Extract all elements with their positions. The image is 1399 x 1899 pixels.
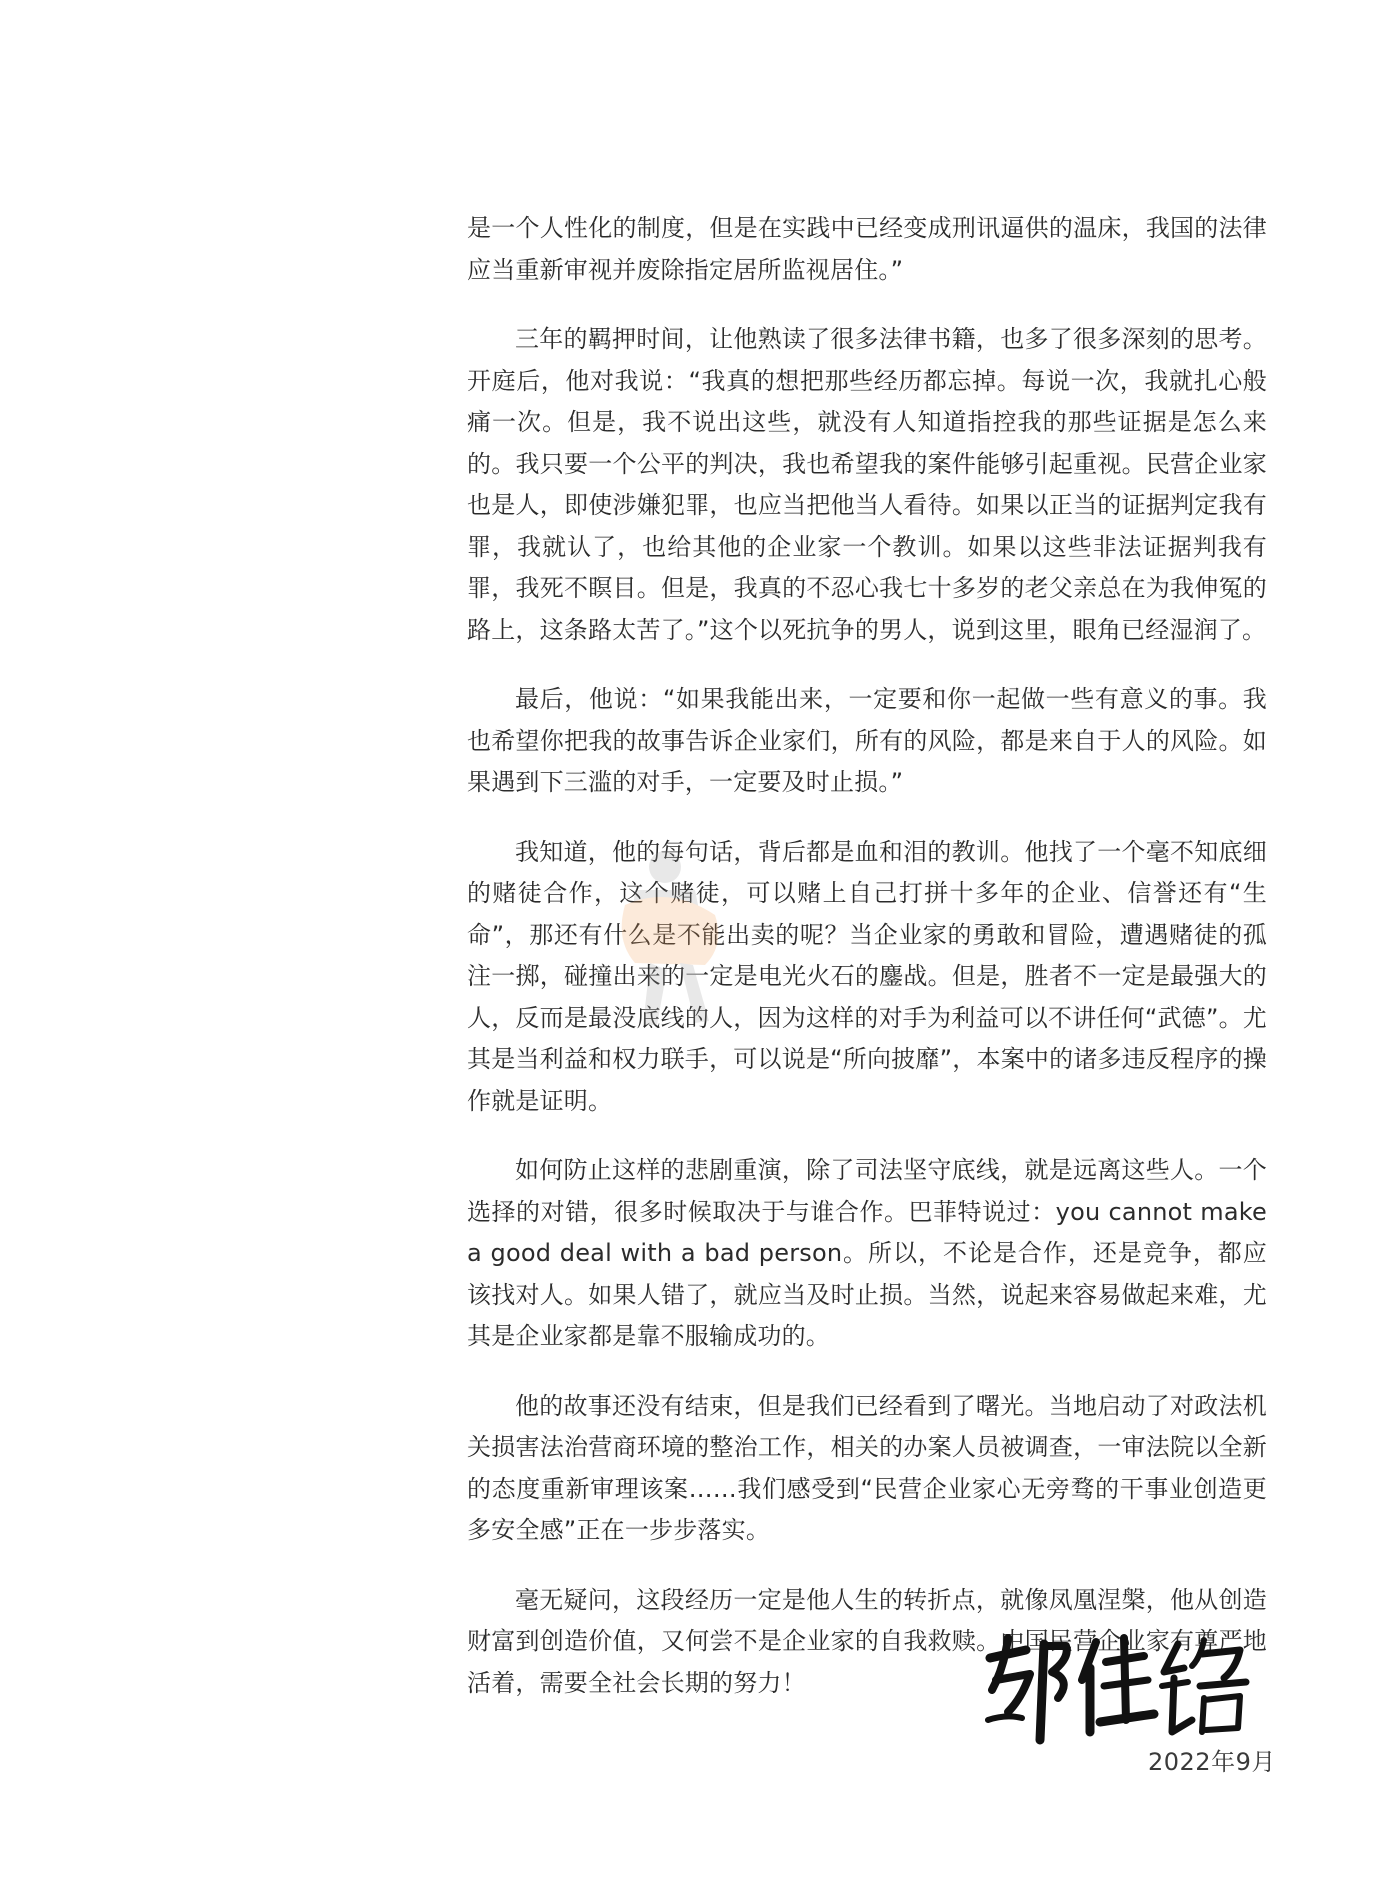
paragraph-2: 三年的羁押时间，让他熟读了很多法律书籍，也多了很多深刻的思考。开庭后，他对我说：“我真的想把那些经历都忘掉。每说一次，我就扎心般痛一次。但是，我不说出这些，就没有人知道指控我的那些证据是怎么来的。我只要一个公平的判决，我也希望我的案件能够引起重视。民营企业家也是人，即使涉嫌犯罪，也应当把他当人看待。如果以正当的证据判定我有罪，我就认了，也给其他的企业家一个教训。如果以这些非法证据判我有罪，我死不瞑目。但是，我真的不忍心我七十多岁的老父亲总在为我伸冤的路上，这条路太苦了。”这个以死抗争的男人，说到这里，眼角已经湿润了。: [467, 325, 1267, 644]
signature-image: [978, 1628, 1260, 1746]
article-body: [467, 208, 1267, 1732]
paragraph-1: 是一个人性化的制度，但是在实践中已经变成刑讯逼供的温床，我国的法律应当重新审视并废除指定居所监视居住。”: [467, 214, 1267, 284]
paragraph-4: 我知道，他的每句话，背后都是血和泪的教训。他找了一个毫不知底细的赌徒合作，这个赌徒，可以赌上自己打拼十多年的企业、信誉还有“生命”，那还有什么是不能出卖的呢？当企业家的勇敢和冒险，遭遇赌徒的孤注一掷，碰撞出来的一定是电光火石的鏖战。但是，胜者不一定是最强大的人，反而是最没底线的人，因为这样的对手为利益可以不讲任何“武德”。尤其是当利益和权力联手，可以说是“所向披靡”，本案中的诸多违反程序的操作就是证明。: [467, 837, 1267, 1115]
signature-date: 2022年9月: [1148, 1748, 1276, 1776]
paragraph-6: 他的故事还没有结束，但是我们已经看到了曙光。当地启动了对政法机关损害法治营商环境的整治工作，相关的办案人员被调查，一审法院以全新的态度重新审理该案……我们感受到“民营企业家心无旁骛的干事业创造更多安全感”正在一步步落实。: [467, 1391, 1267, 1544]
paragraph-5: 如何防止这样的悲剧重演，除了司法坚守底线，就是远离这些人。一个选择的对错，很多时候取决于与谁合作。巴菲特说过：you cannot make a good deal with a bad person。所以，不论是合作，还是竞争，都应该找对人。如果人错了，就应当及时止损。当然，说起来容易做起来难，尤其是企业家都是靠不服输成功的。: [467, 1156, 1267, 1350]
paragraph-7: 毫无疑问，这段经历一定是他人生的转折点，就像凤凰涅槃，他从创造财富到创造价值，又何尝不是企业家的自我救赎。中国民营企业家有尊严地活着，需要全社会长期的努力！: [467, 1585, 1267, 1697]
paragraph-3: 最后，他说：“如果我能出来，一定要和你一起做一些有意义的事。我也希望你把我的故事告诉企业家们，所有的风险，都是来自于人的风险。如果遇到下三滥的对手，一定要及时止损。”: [467, 685, 1267, 796]
